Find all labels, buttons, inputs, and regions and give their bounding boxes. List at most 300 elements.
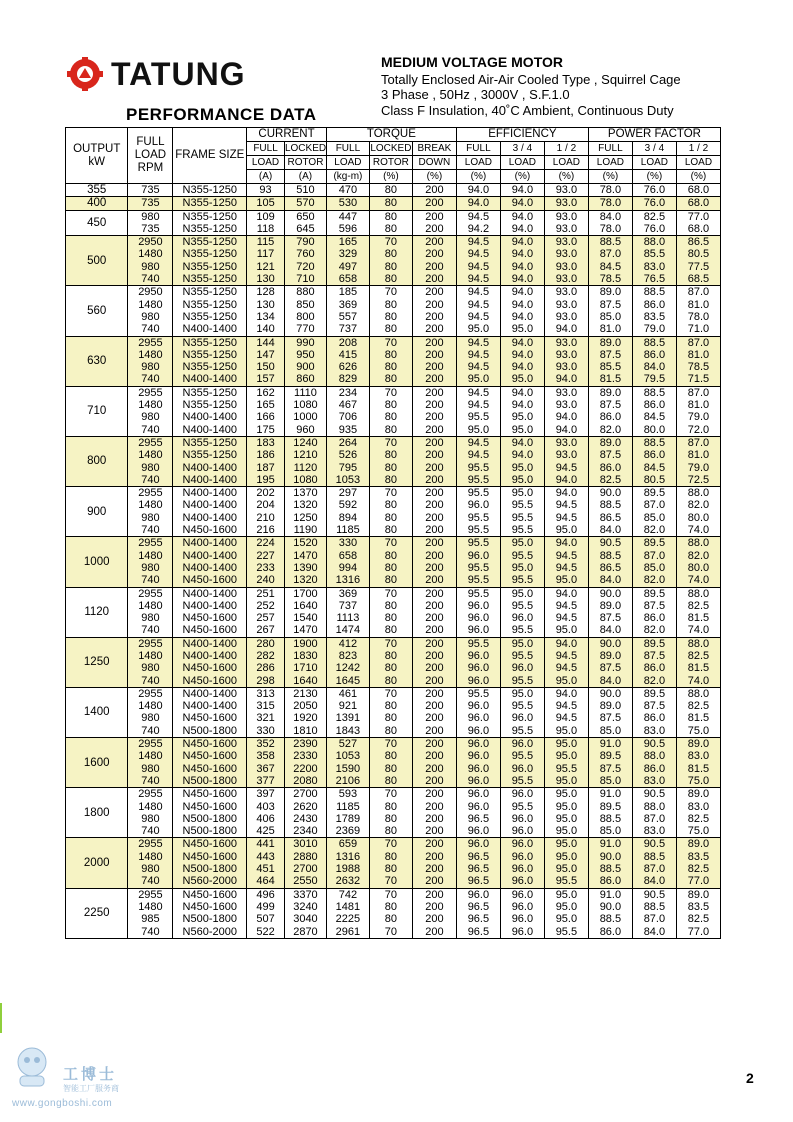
table-cell: 96.0 — [456, 550, 500, 562]
table-cell: 740 — [128, 524, 173, 537]
table-cell: N450-1600 — [173, 763, 247, 775]
table-cell: 70 — [369, 875, 412, 888]
table-cell: 82.5 — [676, 650, 720, 662]
table-cell: 84.0 — [588, 675, 632, 688]
table-cell: 650 — [284, 210, 326, 223]
table-cell: 87.5 — [632, 700, 676, 712]
table-cell: 522 — [247, 926, 285, 939]
table-cell: 95.0 — [456, 424, 500, 437]
table-cell: 87.5 — [588, 712, 632, 724]
table-cell: 1480 — [128, 449, 173, 461]
table-cell: 76.0 — [632, 223, 676, 236]
table-cell: 96.0 — [500, 863, 544, 875]
table-cell: N400-1400 — [173, 600, 247, 612]
table-cell: 86.0 — [632, 399, 676, 411]
table-cell: 200 — [412, 462, 456, 474]
table-cell: 95.0 — [544, 863, 588, 875]
table-cell: 80 — [369, 349, 412, 361]
table-cell: 93.0 — [544, 286, 588, 299]
table-cell: 80 — [369, 524, 412, 537]
table-cell: N400-1400 — [173, 373, 247, 386]
table-cell: 93.0 — [544, 197, 588, 210]
table-cell: 2870 — [284, 926, 326, 939]
table-cell: 82.0 — [632, 624, 676, 637]
table-cell: 87.5 — [588, 662, 632, 674]
table-cell: 1810 — [284, 725, 326, 738]
table-cell: 200 — [412, 801, 456, 813]
table-cell: 81.5 — [676, 712, 720, 724]
table-cell: 1053 — [326, 474, 369, 487]
table-cell: 80 — [369, 512, 412, 524]
table-cell: 658 — [326, 550, 369, 562]
table-cell: 95.0 — [544, 901, 588, 913]
table-row — [66, 311, 721, 323]
table-cell: 85.5 — [588, 361, 632, 373]
table-cell: 94.0 — [500, 349, 544, 361]
table-cell: 81.0 — [588, 323, 632, 336]
brand-name: TATUNG — [111, 56, 246, 92]
table-cell: 81.5 — [676, 662, 720, 674]
table-cell: 96.0 — [456, 801, 500, 813]
table-cell: 96.0 — [500, 901, 544, 913]
table-cell: 96.0 — [456, 725, 500, 738]
header-units-row: (A) (A) (kg-m) (%) (%) (%) (%) (%) (%) (%) (%) — [66, 170, 721, 184]
table-cell: 81.0 — [676, 299, 720, 311]
table-cell: 823 — [326, 650, 369, 662]
table-cell: 94.0 — [500, 223, 544, 236]
table-cell: 95.0 — [544, 738, 588, 751]
table-cell: 96.5 — [456, 813, 500, 825]
table-cell: 499 — [247, 901, 285, 913]
table-cell: N355-1250 — [173, 361, 247, 373]
table-cell: 84.0 — [588, 574, 632, 587]
table-cell: 89.5 — [588, 801, 632, 813]
table-cell: 94.0 — [500, 336, 544, 349]
table-cell: 68.0 — [676, 197, 720, 210]
table-cell: 89.5 — [632, 637, 676, 650]
table-row — [66, 675, 721, 688]
table-cell: 95.5 — [500, 600, 544, 612]
table-cell: 78.0 — [588, 197, 632, 210]
section-title: PERFORMANCE DATA — [126, 105, 317, 124]
table-row — [66, 738, 721, 751]
table-cell: 95.5 — [456, 587, 500, 600]
table-cell: 94.5 — [456, 386, 500, 399]
table-cell: 1789 — [326, 813, 369, 825]
table-cell: 94.5 — [456, 436, 500, 449]
table-cell: 96.0 — [500, 813, 544, 825]
table-cell: 96.0 — [456, 600, 500, 612]
header-efficiency: EFFICIENCY — [456, 128, 588, 142]
table-cell: 95.5 — [500, 624, 544, 637]
table-cell: 2961 — [326, 926, 369, 939]
table-cell: 88.5 — [632, 901, 676, 913]
table-cell: 200 — [412, 373, 456, 386]
table-cell: N355-1250 — [173, 386, 247, 399]
table-cell: 298 — [247, 675, 285, 688]
performance-table — [65, 127, 721, 939]
table-cell: 175 — [247, 424, 285, 437]
table-cell: 84.0 — [632, 875, 676, 888]
table-row — [66, 512, 721, 524]
table-cell: 451 — [247, 863, 285, 875]
table-cell: 200 — [412, 424, 456, 437]
table-cell: 447 — [326, 210, 369, 223]
output-cell: 355 — [66, 184, 128, 197]
table-row — [66, 687, 721, 700]
table-cell: 80.5 — [676, 248, 720, 260]
table-cell: N450-1600 — [173, 750, 247, 762]
table-cell: 88.5 — [588, 913, 632, 925]
table-row — [66, 712, 721, 724]
table-cell: 1520 — [284, 537, 326, 550]
table-cell: 87.0 — [588, 248, 632, 260]
table-cell: 96.0 — [456, 788, 500, 801]
table-cell: 93.0 — [544, 299, 588, 311]
table-cell: 415 — [326, 349, 369, 361]
table-cell: 740 — [128, 424, 173, 437]
table-row — [66, 587, 721, 600]
table-cell: 89.0 — [676, 838, 720, 851]
table-cell: 497 — [326, 261, 369, 273]
table-cell: 1843 — [326, 725, 369, 738]
table-cell: 150 — [247, 361, 285, 373]
table-cell: 86.0 — [632, 763, 676, 775]
table-cell: 80.5 — [632, 474, 676, 487]
table-cell: 94.5 — [544, 700, 588, 712]
table-cell: 1390 — [284, 562, 326, 574]
table-cell: 93.0 — [544, 273, 588, 286]
output-cell: 1600 — [66, 738, 128, 788]
table-cell: 87.0 — [676, 436, 720, 449]
table-cell: N400-1400 — [173, 462, 247, 474]
table-cell: 2880 — [284, 851, 326, 863]
table-cell: 570 — [284, 197, 326, 210]
table-cell: 94.5 — [456, 361, 500, 373]
table-cell: 147 — [247, 349, 285, 361]
table-cell: 79.5 — [632, 373, 676, 386]
table-cell: 93.0 — [544, 336, 588, 349]
table-cell: N450-1600 — [173, 524, 247, 537]
table-cell: 89.0 — [588, 600, 632, 612]
table-cell: 96.0 — [500, 913, 544, 925]
table-cell: 96.0 — [456, 700, 500, 712]
table-cell: 70 — [369, 587, 412, 600]
table-cell: 95.0 — [500, 323, 544, 336]
table-cell: 1540 — [284, 612, 326, 624]
table-cell: 68.0 — [676, 184, 720, 197]
header-torque: TORQUE — [326, 128, 456, 142]
table-cell: 740 — [128, 574, 173, 587]
table-cell: 94.5 — [544, 550, 588, 562]
table-cell: 3240 — [284, 901, 326, 913]
table-cell: 80 — [369, 801, 412, 813]
table-cell: 200 — [412, 675, 456, 688]
table-cell: 710 — [284, 273, 326, 286]
table-cell: 91.0 — [588, 738, 632, 751]
output-cell: 1250 — [66, 637, 128, 687]
table-cell: 83.0 — [632, 261, 676, 273]
table-cell: 200 — [412, 738, 456, 751]
tatung-gear-icon — [65, 56, 105, 92]
table-cell: 1920 — [284, 712, 326, 724]
output-cell: 2250 — [66, 888, 128, 938]
table-cell: 706 — [326, 411, 369, 423]
table-cell: 94.5 — [456, 449, 500, 461]
table-cell: 94.0 — [456, 197, 500, 210]
table-cell: 95.5 — [500, 574, 544, 587]
table-cell: 94.5 — [544, 612, 588, 624]
table-cell: N355-1250 — [173, 248, 247, 260]
table-cell: 1185 — [326, 801, 369, 813]
table-cell: N560-2000 — [173, 875, 247, 888]
table-cell: 87.5 — [588, 449, 632, 461]
table-cell: 94.0 — [500, 386, 544, 399]
table-cell: N400-1400 — [173, 587, 247, 600]
table-cell: 80 — [369, 825, 412, 838]
page-number: 2 — [746, 1070, 754, 1086]
table-cell: 95.0 — [500, 637, 544, 650]
table-cell: N400-1400 — [173, 512, 247, 524]
table-cell: 86.0 — [588, 926, 632, 939]
table-cell: 2080 — [284, 775, 326, 788]
table-cell: 94.0 — [500, 311, 544, 323]
table-row — [66, 361, 721, 373]
table-cell: 80 — [369, 273, 412, 286]
table-cell: 70 — [369, 888, 412, 901]
table-cell: 95.0 — [544, 813, 588, 825]
table-cell: 93.0 — [544, 386, 588, 399]
table-cell: 1080 — [284, 399, 326, 411]
table-cell: 117 — [247, 248, 285, 260]
table-cell: N500-1800 — [173, 863, 247, 875]
table-row — [66, 273, 721, 286]
table-cell: 95.5 — [500, 725, 544, 738]
output-cell: 1000 — [66, 537, 128, 587]
table-cell: 84.0 — [588, 524, 632, 537]
table-cell: 425 — [247, 825, 285, 838]
table-cell: 96.0 — [500, 926, 544, 939]
output-cell: 400 — [66, 197, 128, 210]
table-cell: 850 — [284, 299, 326, 311]
table-cell: 88.0 — [632, 750, 676, 762]
table-cell: 96.0 — [456, 650, 500, 662]
table-cell: 80 — [369, 261, 412, 273]
table-cell: N450-1600 — [173, 801, 247, 813]
table-cell: 89.0 — [676, 738, 720, 751]
table-cell: 80 — [369, 462, 412, 474]
table-cell: 89.0 — [588, 386, 632, 399]
table-cell: 403 — [247, 801, 285, 813]
table-cell: 89.0 — [588, 436, 632, 449]
table-cell: 200 — [412, 399, 456, 411]
table-cell: 78.0 — [588, 184, 632, 197]
table-cell: 2955 — [128, 386, 173, 399]
table-cell: 1480 — [128, 600, 173, 612]
table-cell: 2700 — [284, 863, 326, 875]
table-cell: N355-1250 — [173, 197, 247, 210]
table-cell: 200 — [412, 926, 456, 939]
table-cell: 329 — [326, 248, 369, 260]
table-cell: 81.0 — [676, 399, 720, 411]
table-cell: 94.0 — [456, 184, 500, 197]
table-row — [66, 236, 721, 249]
table-cell: 80 — [369, 851, 412, 863]
table-cell: 87.0 — [676, 336, 720, 349]
table-cell: 470 — [326, 184, 369, 197]
table-cell: N450-1600 — [173, 612, 247, 624]
table-cell: 95.5 — [544, 763, 588, 775]
table-row — [66, 411, 721, 423]
table-cell: 96.0 — [500, 662, 544, 674]
table-cell: 134 — [247, 311, 285, 323]
table-cell: 80 — [369, 662, 412, 674]
table-cell: 88.5 — [632, 386, 676, 399]
table-row — [66, 462, 721, 474]
table-cell: N560-2000 — [173, 926, 247, 939]
table-cell: 96.5 — [456, 913, 500, 925]
table-cell: 88.0 — [632, 801, 676, 813]
table-cell: 80.0 — [676, 562, 720, 574]
table-cell: 200 — [412, 236, 456, 249]
table-cell: 96.0 — [456, 888, 500, 901]
table-cell: 200 — [412, 612, 456, 624]
table-cell: 87.5 — [588, 399, 632, 411]
table-row — [66, 725, 721, 738]
table-cell: 96.5 — [456, 863, 500, 875]
table-cell: 93.0 — [544, 261, 588, 273]
table-cell: 85.5 — [632, 248, 676, 260]
table-cell: 2955 — [128, 788, 173, 801]
table-cell: N355-1250 — [173, 436, 247, 449]
table-cell: 95.5 — [500, 801, 544, 813]
table-row — [66, 562, 721, 574]
table-cell: 252 — [247, 600, 285, 612]
table-cell: 1590 — [326, 763, 369, 775]
table-row — [66, 424, 721, 437]
table-cell: N450-1600 — [173, 838, 247, 851]
table-cell: N400-1400 — [173, 562, 247, 574]
table-cell: 2955 — [128, 738, 173, 751]
table-cell: 83.0 — [676, 750, 720, 762]
motor-title: MEDIUM VOLTAGE MOTOR — [381, 54, 563, 70]
table-cell: 95.5 — [500, 675, 544, 688]
table-cell: 87.0 — [632, 813, 676, 825]
table-cell: 80 — [369, 650, 412, 662]
table-row — [66, 813, 721, 825]
table-cell: 94.0 — [544, 687, 588, 700]
table-cell: N450-1600 — [173, 851, 247, 863]
table-row — [66, 901, 721, 913]
output-cell: 710 — [66, 386, 128, 436]
table-cell: 88.0 — [676, 637, 720, 650]
table-cell: 89.0 — [676, 788, 720, 801]
table-cell: 980 — [128, 612, 173, 624]
table-cell: 960 — [284, 424, 326, 437]
table-row — [66, 286, 721, 299]
table-cell: 592 — [326, 499, 369, 511]
table-cell: 96.0 — [456, 624, 500, 637]
table-cell: 3370 — [284, 888, 326, 901]
table-cell: 894 — [326, 512, 369, 524]
table-cell: 95.0 — [544, 624, 588, 637]
table-cell: 740 — [128, 675, 173, 688]
table-cell: 94.0 — [500, 273, 544, 286]
table-cell: 2550 — [284, 875, 326, 888]
output-cell: 2000 — [66, 838, 128, 888]
table-cell: 297 — [326, 487, 369, 500]
table-cell: 96.0 — [456, 738, 500, 751]
table-cell: 980 — [128, 863, 173, 875]
table-row — [66, 261, 721, 273]
table-cell: 234 — [326, 386, 369, 399]
table-cell: 80 — [369, 574, 412, 587]
table-cell: N450-1600 — [173, 788, 247, 801]
table-cell: 76.0 — [632, 184, 676, 197]
table-cell: 740 — [128, 373, 173, 386]
table-cell: 95.5 — [544, 875, 588, 888]
table-cell: 86.0 — [632, 449, 676, 461]
table-cell: 89.0 — [588, 700, 632, 712]
table-cell: 95.0 — [544, 838, 588, 851]
table-cell: 96.0 — [456, 499, 500, 511]
table-cell: 96.0 — [500, 712, 544, 724]
table-cell: 95.0 — [500, 562, 544, 574]
table-cell: 352 — [247, 738, 285, 751]
table-cell: 93.0 — [544, 311, 588, 323]
table-cell: 94.5 — [456, 399, 500, 411]
table-cell: 95.0 — [456, 373, 500, 386]
table-cell: 200 — [412, 550, 456, 562]
table-cell: 1316 — [326, 574, 369, 587]
table-cell: 94.5 — [456, 261, 500, 273]
table-cell: 94.0 — [544, 474, 588, 487]
table-cell: 87.0 — [676, 286, 720, 299]
table-cell: 95.5 — [500, 775, 544, 788]
table-cell: N500-1800 — [173, 813, 247, 825]
table-cell: 96.0 — [500, 788, 544, 801]
table-cell: 96.0 — [456, 838, 500, 851]
table-cell: 118 — [247, 223, 285, 236]
table-cell: 80 — [369, 399, 412, 411]
spec-line-1: Totally Enclosed Air-Air Cooled Type , Squirrel Cage — [381, 71, 681, 87]
table-cell: 2700 — [284, 788, 326, 801]
table-cell: 80 — [369, 612, 412, 624]
table-cell: 740 — [128, 825, 173, 838]
table-row — [66, 650, 721, 662]
table-cell: 740 — [128, 725, 173, 738]
table-cell: 144 — [247, 336, 285, 349]
table-cell: 200 — [412, 210, 456, 223]
table-cell: 760 — [284, 248, 326, 260]
table-cell: 75.0 — [676, 825, 720, 838]
table-cell: 1645 — [326, 675, 369, 688]
table-cell: 200 — [412, 587, 456, 600]
table-cell: 200 — [412, 650, 456, 662]
table-cell: 85.0 — [632, 512, 676, 524]
table-cell: 200 — [412, 875, 456, 888]
table-cell: 527 — [326, 738, 369, 751]
table-cell: 75.0 — [676, 725, 720, 738]
table-cell: 80.0 — [632, 424, 676, 437]
table-cell: 83.0 — [632, 775, 676, 788]
table-cell: 96.0 — [500, 851, 544, 863]
output-cell: 500 — [66, 236, 128, 286]
table-cell: 82.5 — [676, 913, 720, 925]
table-cell: 200 — [412, 913, 456, 925]
table-row — [66, 775, 721, 788]
table-cell: 1481 — [326, 901, 369, 913]
